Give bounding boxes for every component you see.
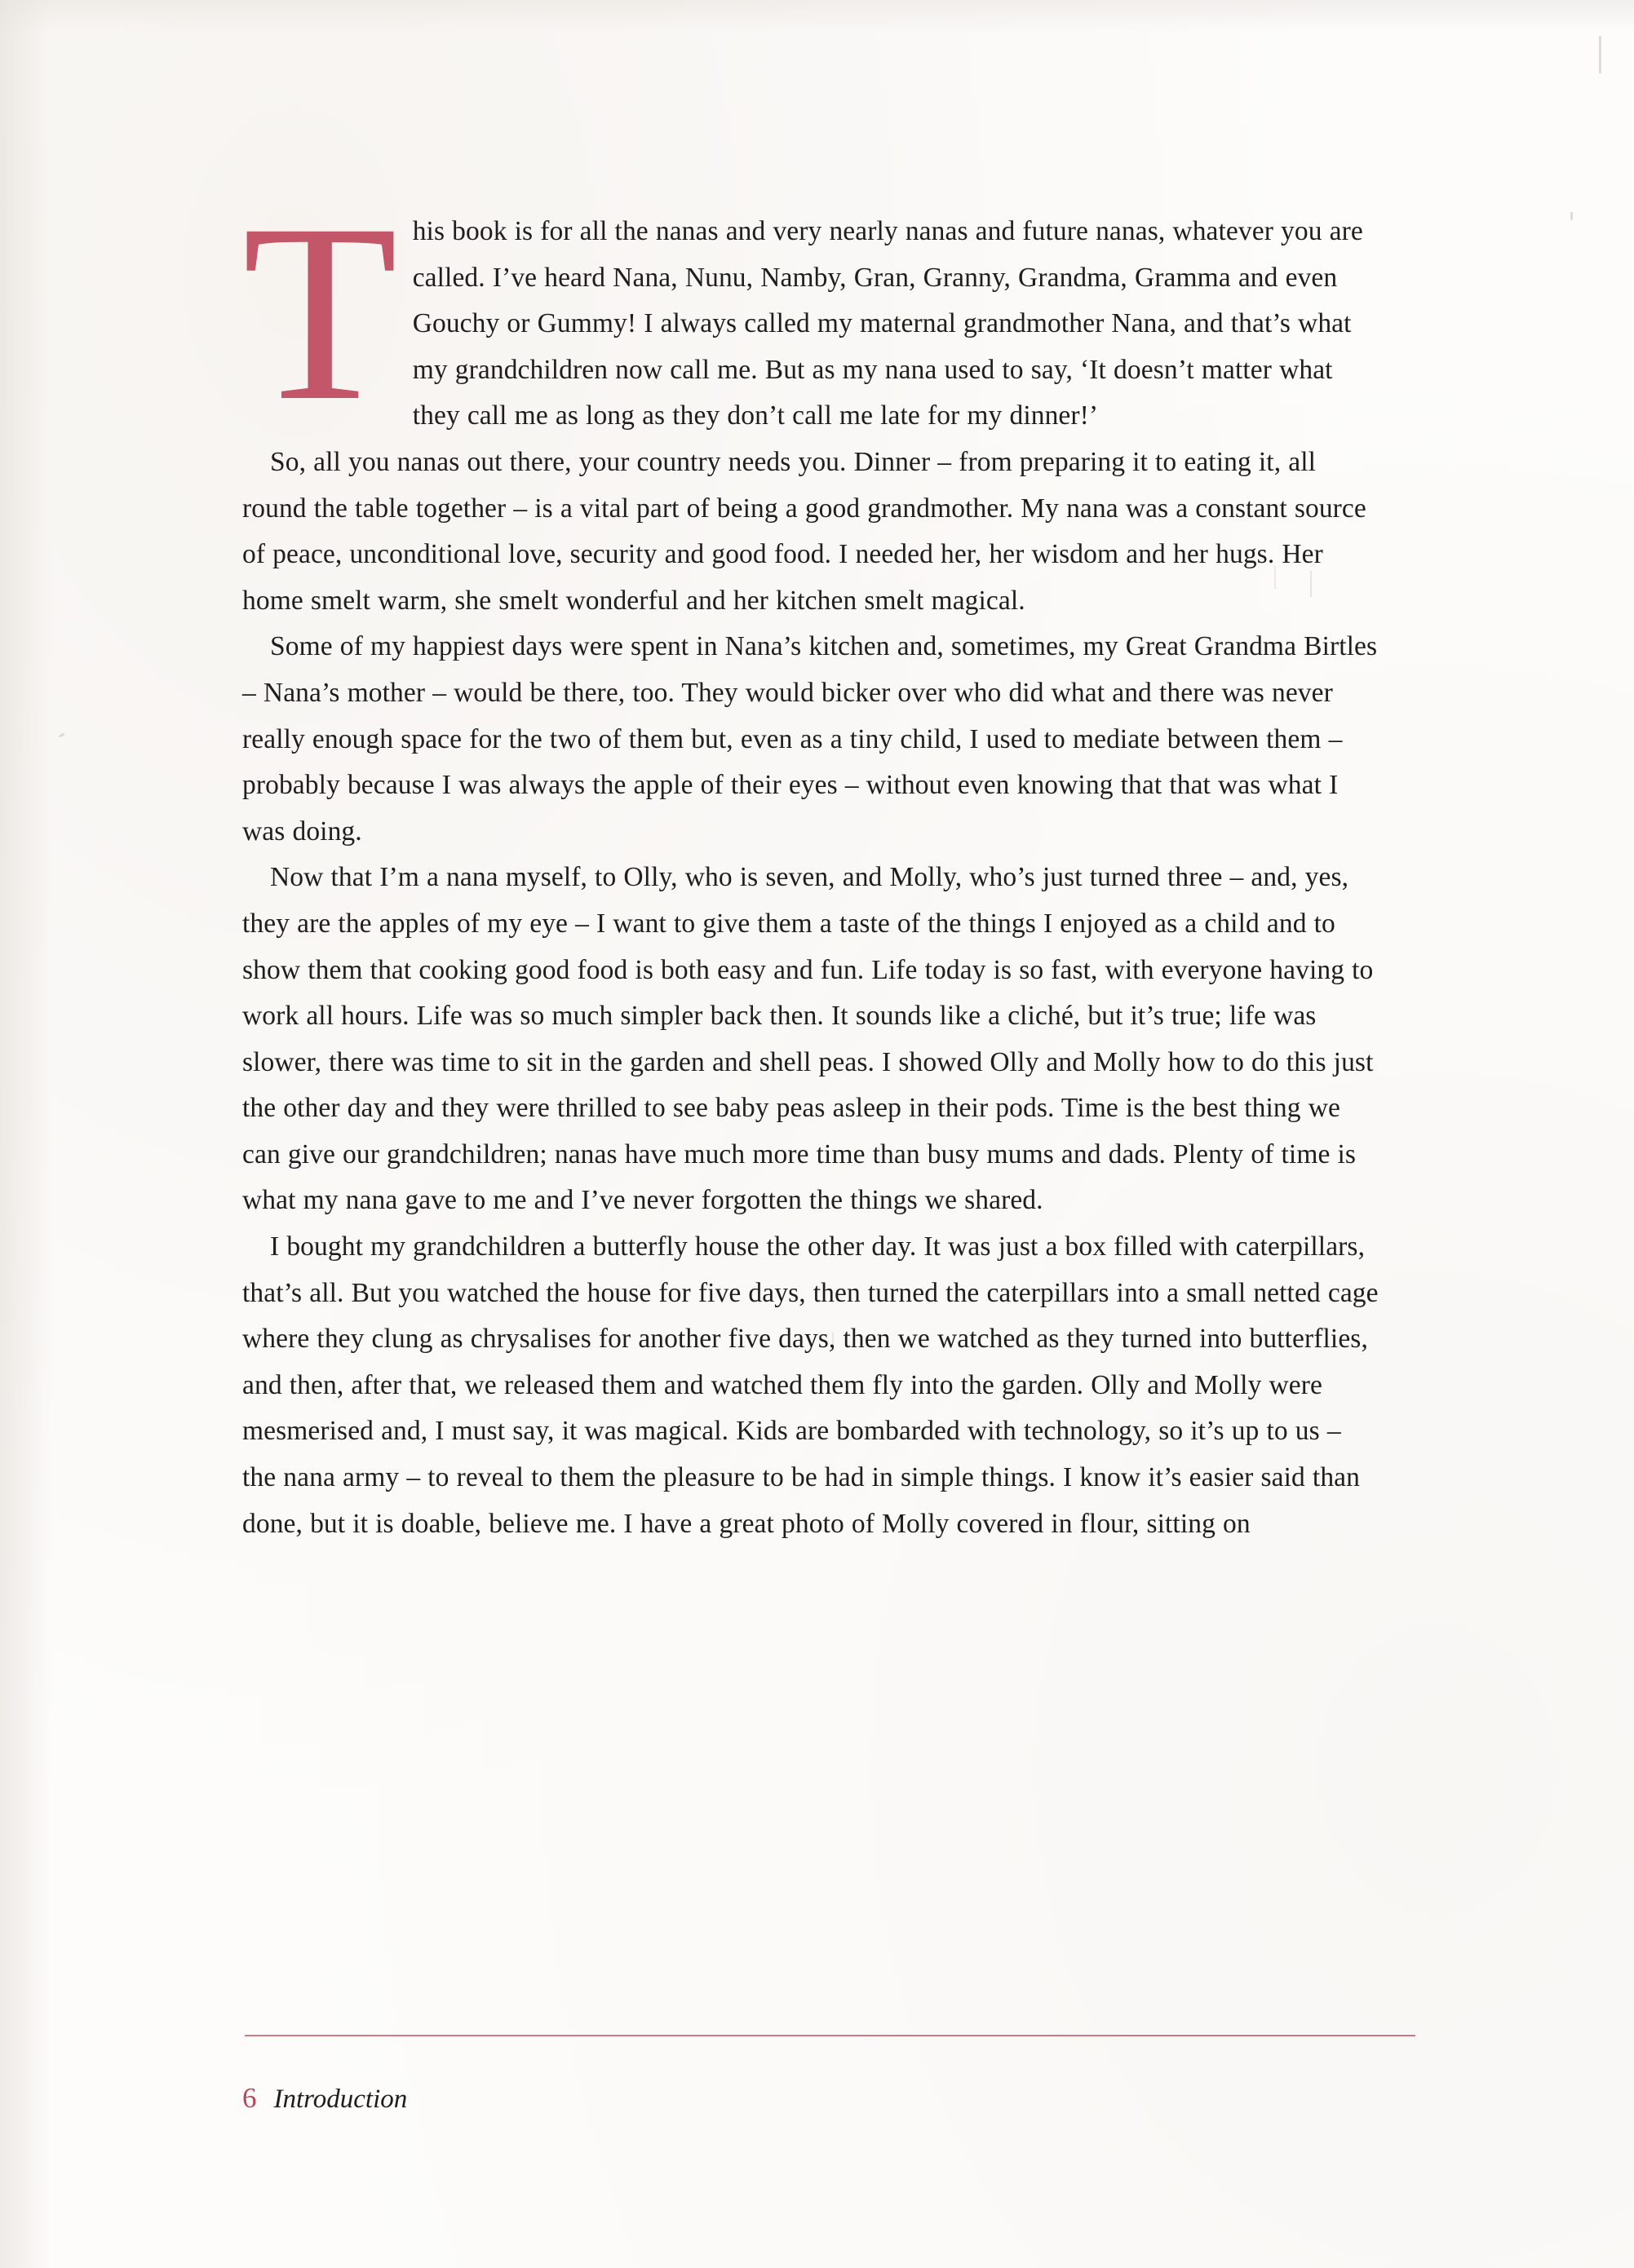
paragraph-5: I bought my grandchildren a butterfly house the other day. It was just a box filled with caterpillars, that’s all. But you watched the house for five days, then turned the caterpillars into a small netted cage where they clung as chrysalises for another five days, then we watched as they turned into butterflies, and then, after that, we released them and watched them fly into the garden. Olly and Molly were mesmerised and, I must say, it was magical. Kids are bombarded with technology, so it’s up to us – the nana army – to reveal to them the pleasure to be had in simple things. I know it’s easier said than done, but it is doable, believe me. I have a great photo of Molly covered in flour, sitting on [242, 1231, 1379, 1539]
footer [242, 2082, 407, 2115]
page-number: 6 [242, 2082, 257, 2114]
scan-artifact-speck [1570, 212, 1573, 220]
running-head: Introduction [273, 2085, 408, 2114]
scan-artifact-speck [59, 733, 65, 738]
paragraph-4: Now that I’m a nana myself, to Olly, who is seven, and Molly, who’s just turned three – and, yes, they are the apples of my eye – I want to give them a taste of the things I enjoyed as a child and to show them that cooking good food is both easy and fun. Life today is so fast, with everyone having to work all hours. Life was so much simpler back then. It sounds like a cliché, but it’s true; life was slower, there was time to sit in the garden and shell peas. I showed Olly and Molly how to do this just the other day and they were thrilled to see baby peas asleep in their pods. Time is the best thing we can give our grandchildren; nanas have much more time than busy mums and dads. Plenty of time is what my nana gave to me and I’ve never forgotten the things we shared. [242, 862, 1374, 1216]
paragraph-2: So, all you nanas out there, your country needs you. Dinner – from preparing it to eating it, all round the table together – is a vital part of being a good grandmother. My nana was a constant source of peace, unconditional love, security and good food. I needed her, her wisdom and her hugs. Her home smelt warm, she smelt wonderful and her kitchen smelt magical. [242, 446, 1366, 616]
paragraph-opening [242, 172, 1380, 453]
scan-edge-shadow-top [0, 0, 1634, 33]
scan-edge-shadow-left [0, 0, 52, 2268]
paragraph-3: Some of my happiest days were spent in Nana’s kitchen and, sometimes, my Great Grandma Birtles – Nana’s mother – would be there, too. They would bicker over who did what and there was never really enough space for the two of them but, even as a tiny child, I used to mediate between them – probably because I was always the apple of their eyes – without even knowing that that was what I was doing. [242, 631, 1378, 847]
drop-cap-letter: T [242, 172, 398, 453]
body-text-column [242, 172, 1380, 1547]
paragraph-text: his book is for all the nanas and very nearly nanas and future nanas, whatever you are called. I’ve heard Nana, Nunu, Namby, Gran, Granny, Grandma, Gramma and even Gouchy or Gummy! I always called my maternal grandmother Nana, and that’s what my grandchildren now call me. But as my nana used to say, ‘It doesn’t matter what they call me as long as they don’t call me late for my dinner!’ [412, 216, 1363, 431]
scan-artifact-speck [1599, 36, 1601, 73]
footer-divider-rule [245, 2035, 1415, 2036]
